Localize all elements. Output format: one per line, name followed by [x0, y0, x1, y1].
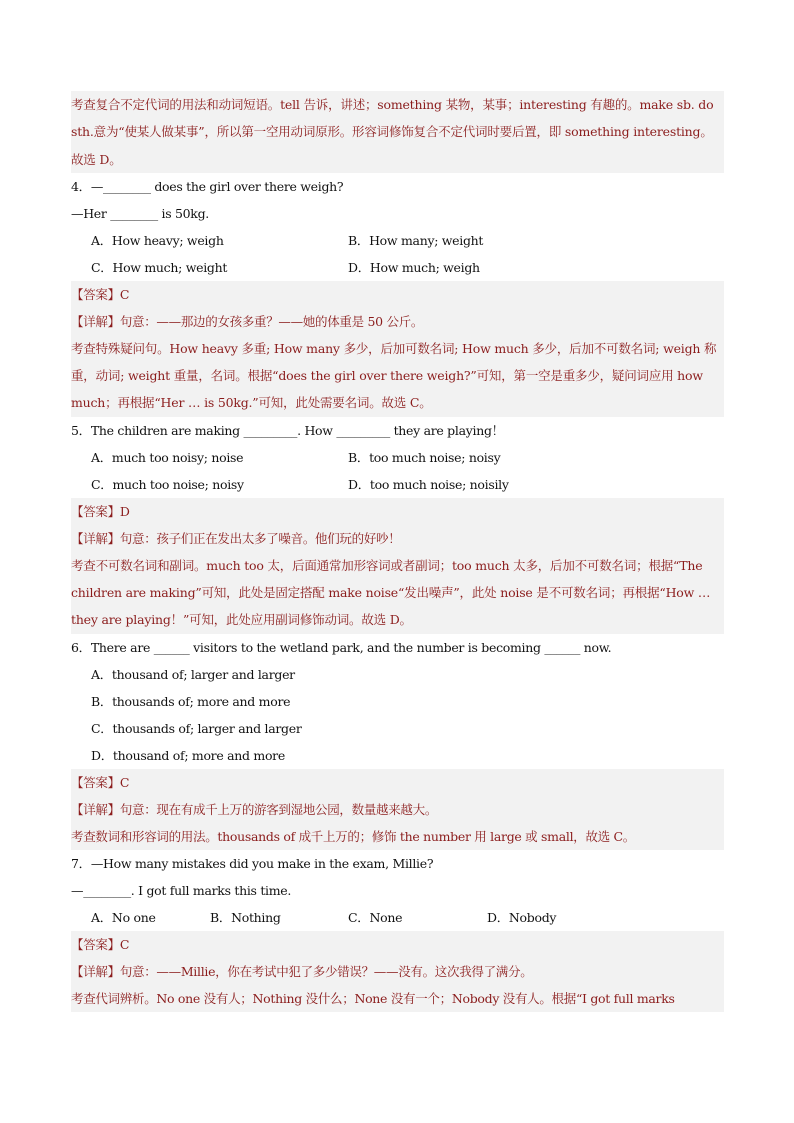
answer-tag: 【答案】: [71, 503, 120, 519]
q6-answer-value: C: [119, 774, 130, 790]
q5-explanation: 考查不可数名词和副词。much too 太，后面通常加形容词或者副词；too much 太多，后加不可数名词；根据“The children are making”可知，此处是固定搭配 make noise“发出噪声”，此处 noise 是不可数名词；再根据“How … they are playing！”可知，此处应用副词修饰动词。故选 D。: [71, 557, 711, 628]
q3-explanation: 考查复合不定代词的用法和动词短语。tell 告诉，讲述；something 某物，某事；interesting 有趣的。make sb. do sth.意为“使某人做某事”，所以第一空用动词原形。形容词修饰复合不定代词时要后置，即 something interesting。故选 D。: [71, 97, 714, 167]
q5-detail: [71, 525, 724, 552]
q5-stem: 5．The children are making _________. How _________ they are playing！: [71, 422, 504, 438]
q7-stem: 7．—How many mistakes did you make in the exam, Millie?: [71, 855, 434, 871]
q4-explanation: 考查特殊疑问句。How heavy 多重; How many 多少，后加可数名词; How much 多少，后加不可数名词; weigh 称重，动词; weight 重量，名词。根据“does the girl over there weigh?”可知，第一空是重多少，疑问词应用 how much；再根据“Her … is 50kg.”可知，此处需要名词。故选 C。: [71, 340, 717, 411]
q7-option-b: B．Nothing: [210, 909, 281, 925]
q5-option-c: C．much too noise; noisy: [91, 476, 244, 492]
q4-option-b: B．How many; weight: [348, 232, 484, 248]
q5-option-d: D．too much noise; noisily: [348, 476, 509, 492]
q6-stem: 6．There are ______ visitors to the wetland park, and the number is becoming ______ now.: [71, 639, 612, 655]
q5-option-b: B．too much noise; noisy: [348, 449, 501, 465]
detail-tag: 【详解】: [71, 313, 120, 329]
q4-option-a: A．How heavy; weigh: [91, 232, 224, 248]
q7-option-a: A．No one: [91, 909, 156, 925]
q4-options-row-1: [71, 227, 724, 254]
q7-options-row: [71, 904, 724, 931]
answer-tag: 【答案】: [71, 774, 120, 790]
q4-detail: [71, 308, 724, 335]
q4-answer-value: C: [119, 286, 130, 302]
q4-answer-block: [71, 281, 724, 417]
q5-answer: [71, 498, 724, 525]
q5-answer-block: [71, 498, 724, 634]
q6-option-a: A．thousand of; larger and larger: [91, 666, 295, 682]
document-content: [71, 91, 724, 1012]
q7-option-c: C．None: [348, 909, 403, 925]
q6-option-d: D．thousand of; more and more: [91, 747, 285, 763]
q7-answer-value: C: [119, 936, 130, 952]
q7-explanation: 考查代词辨析。No one 没有人；Nothing 没什么；None 没有一个；Nobody 没有人。根据“I got full marks: [71, 990, 675, 1006]
q6-option-c: C．thousands of; larger and larger: [91, 720, 302, 736]
q6-option-b: B．thousands of; more and more: [91, 693, 291, 709]
q6-explanation: 考查数词和形容词的用法。thousands of 成千上万的；修饰 the number 用 large 或 small，故选 C。: [71, 828, 636, 844]
q4-option-c: C．How much; weight: [91, 259, 228, 275]
q7-meaning: 句意：——Millie，你在考试中犯了多少错误？——没有。这次我得了满分。: [119, 963, 533, 979]
q3-explanation-block: [71, 91, 724, 173]
q6-answer: [71, 769, 724, 796]
q4-options-row-2: [71, 254, 724, 281]
detail-tag: 【详解】: [71, 801, 120, 817]
q4-meaning: 句意：——那边的女孩多重？——她的体重是 50 公斤。: [119, 313, 424, 329]
q6-answer-block: [71, 769, 724, 850]
q6-meaning: 句意：现在有成千上万的游客到湿地公园，数量越来越大。: [119, 801, 438, 817]
q5-meaning: 句意：孩子们正在发出太多了噪音。他们玩的好吵！: [119, 530, 401, 546]
detail-tag: 【详解】: [71, 963, 120, 979]
q7-answer-block: [71, 931, 724, 1012]
answer-tag: 【答案】: [71, 286, 120, 302]
q7-detail: [71, 958, 724, 985]
q7-stem-reply: —________. I got full marks this time.: [71, 882, 292, 898]
q4-answer: [71, 281, 724, 308]
detail-tag: 【详解】: [71, 530, 120, 546]
q5-options-row-1: [71, 444, 724, 471]
q4-stem-reply: —Her ________ is 50kg.: [71, 205, 209, 221]
q4-option-d: D．How much; weigh: [348, 259, 480, 275]
q7-option-d: D．Nobody: [487, 909, 557, 925]
q5-options-row-2: [71, 471, 724, 498]
q4-stem: 4．—________ does the girl over there weigh?: [71, 178, 344, 194]
q6-detail: [71, 796, 724, 823]
q5-answer-value: D: [119, 503, 130, 519]
q7-answer: [71, 931, 724, 958]
answer-tag: 【答案】: [71, 936, 120, 952]
q5-option-a: A．much too noisy; noise: [91, 449, 244, 465]
